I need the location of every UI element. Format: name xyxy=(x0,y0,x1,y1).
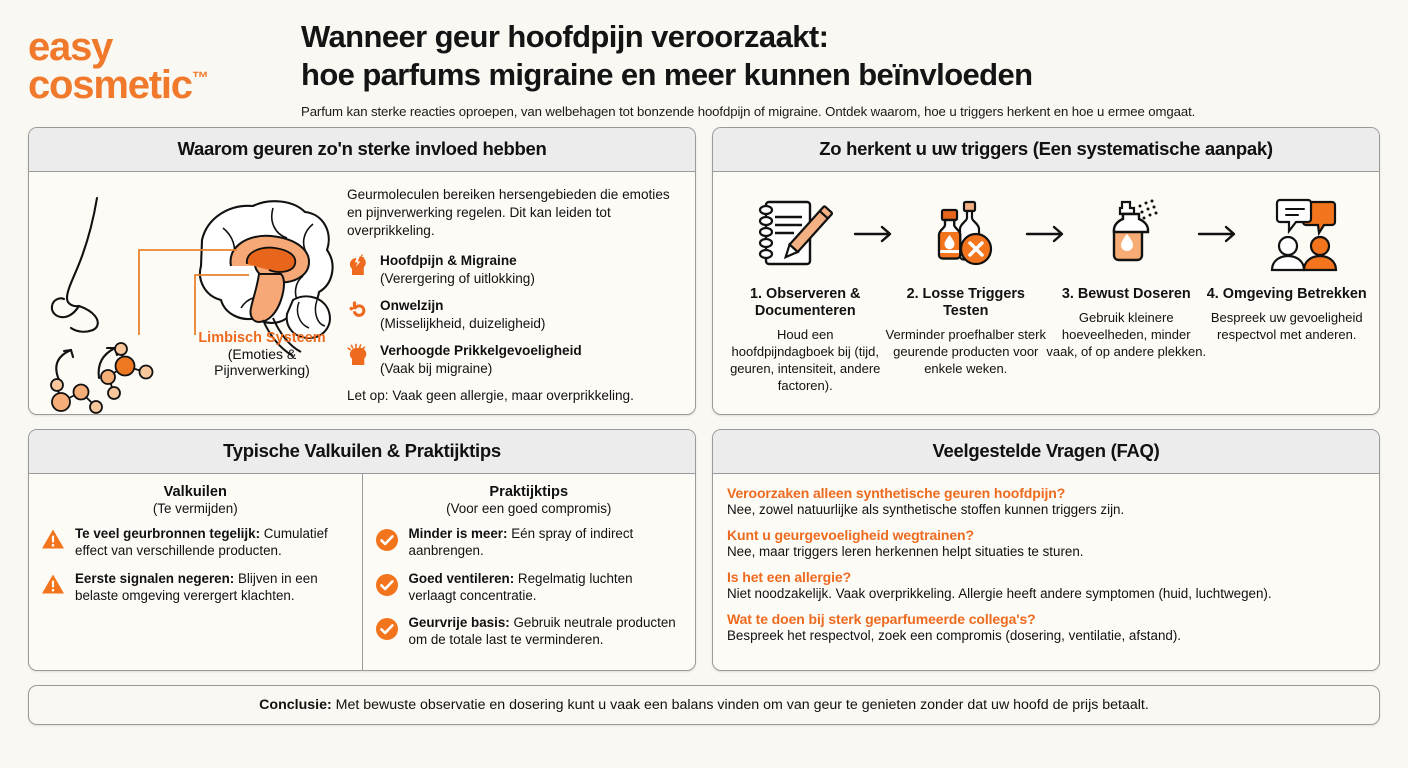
step-desc-3: Gebruik kleinere hoeveelheden, minder vaak, of op andere plekken. xyxy=(1046,310,1207,359)
stomach-icon xyxy=(347,297,371,327)
check-circle-icon xyxy=(375,526,400,557)
tip-item-1 xyxy=(375,526,684,560)
symptom-text-headache xyxy=(380,252,535,288)
brand-logo xyxy=(28,18,293,107)
spray-mist xyxy=(1139,199,1158,219)
faq-answer-1: Nee, zowel natuurlijke als synthetische stoffen kunnen triggers zijn. xyxy=(727,501,1125,517)
symptom-title-headache: Hoofdpijn & Migraine xyxy=(380,252,517,268)
page-header xyxy=(0,0,1408,127)
pitfall-rest-1: Cumulatief effect van verschillende producten. xyxy=(75,525,328,558)
step-column-4 xyxy=(1207,286,1368,395)
person-right xyxy=(1304,237,1336,270)
faq-item-2 xyxy=(727,527,1365,559)
page-subtitle: Parfum kan sterke reacties oproepen, van welbehagen tot bonzende hoofdpijn of migraine. Ontdek waarom, hoe u triggers herkent en hoe u ermee omgaat. xyxy=(301,103,1196,119)
limbic-sub-1: (Emoties & xyxy=(227,345,297,362)
step-text-row xyxy=(723,286,1369,395)
step-icon-3 xyxy=(1073,188,1191,280)
step-desc-4: Bespreek uw gevoeligheid respectvol met anderen. xyxy=(1210,310,1363,343)
tip-text-3 xyxy=(409,615,684,649)
limbic-system-label xyxy=(187,330,337,378)
step-title-3: 3. Bewust Doseren xyxy=(1061,285,1191,302)
step-title-1: 1. Observeren & Documenteren xyxy=(750,285,861,320)
page-title-line-2: hoe parfums migraine en meer kunnen beïnvloeden xyxy=(301,57,1033,93)
nose-icon xyxy=(52,198,98,332)
step-icon-4 xyxy=(1245,188,1363,280)
tips-heading: Praktijktips xyxy=(489,483,569,500)
faq-item-3 xyxy=(727,569,1365,601)
symptom-item-sensitivity xyxy=(347,342,683,378)
panel-why-scents-body xyxy=(29,172,695,414)
front-bottle xyxy=(939,210,960,259)
pitfalls-heading: Valkuilen xyxy=(163,483,227,500)
faq-question-1: Veroorzaken alleen synthetische geuren hoofdpijn? xyxy=(727,484,1066,501)
person-left xyxy=(1272,237,1304,270)
pitfall-item-2 xyxy=(41,571,350,605)
panel-faq xyxy=(712,429,1380,671)
symptom-text-nausea xyxy=(380,297,545,333)
diagram-svg xyxy=(37,180,337,415)
panel-faq-body xyxy=(713,474,1379,670)
panel-trigger-steps-title: Zo herkent u uw triggers (Een systematische aanpak) xyxy=(713,128,1379,172)
faq-question-4: Wat te doen bij sterk geparfumeerde collega's? xyxy=(727,610,1036,627)
symptom-item-nausea xyxy=(347,297,683,333)
logo-line-2-text: cosmetic xyxy=(28,63,192,107)
scent-brain-diagram xyxy=(37,180,337,408)
tip-bold-3: Geurvrije basis: xyxy=(408,615,510,631)
symptom-title-sensitivity: Verhoogde Prikkelgevoeligheid xyxy=(380,342,582,358)
faq-item-1 xyxy=(727,485,1365,517)
symptom-sub-sensitivity: (Vaak bij migraine) xyxy=(380,360,493,376)
faq-answer-3: Niet noodzakelijk. Vaak overprikkeling. Allergie heeft andere symptomen (huid, luchtwegen). xyxy=(727,585,1272,601)
tip-item-2 xyxy=(375,571,684,605)
step-desc-2: Verminder proefhalber sterk geurende producten voor enkele weken. xyxy=(885,327,1046,377)
x-badge xyxy=(961,234,991,264)
spray-bottle-icon xyxy=(1086,188,1178,280)
tips-subheading: (Voor een goed compromis) xyxy=(446,500,612,516)
faq-answer-4: Bespreek het respectvol, zoek een compromis (dosering, ventilatie, afstand). xyxy=(727,627,1182,643)
symptom-item-headache xyxy=(347,252,683,288)
header-text-block xyxy=(293,18,1380,119)
limbic-sub-2: Pijnverwerking) xyxy=(214,361,310,378)
spiral-rings xyxy=(760,206,772,258)
tip-text-2 xyxy=(409,571,684,605)
faq-question-3: Is het een allergie? xyxy=(727,568,852,585)
notebook-pencil-icon xyxy=(742,188,834,280)
pitfall-text-1 xyxy=(75,526,350,560)
faq-item-4 xyxy=(727,611,1365,643)
tip-rest-1: Eén spray of indirect aanbrengen. xyxy=(408,525,634,558)
step-icon-row xyxy=(723,182,1369,286)
symptom-title-nausea: Onwelzijn xyxy=(380,297,444,313)
logo-line-2 xyxy=(28,63,209,107)
page-title-line-1: Wanneer geur hoofdpijn veroorzaakt: xyxy=(301,19,829,54)
faq-question-2: Kunt u geurgevoeligheid wegtrainen? xyxy=(727,526,974,543)
step-column-1 xyxy=(725,286,886,395)
step-icon-1 xyxy=(729,188,847,280)
head-sensitivity-icon xyxy=(347,342,371,372)
panel-pitfalls-tips-body xyxy=(29,474,695,670)
tip-item-3 xyxy=(375,615,684,649)
tip-bold-2: Goed ventileren: xyxy=(408,570,515,586)
pitfall-text-2 xyxy=(75,571,350,605)
scent-intro-text: Geurmoleculen bereiken hersengebieden die emoties en pijnverwerking regelen. Dit kan leiden tot overprikkeling. xyxy=(347,186,670,238)
logo-line-1: easy xyxy=(28,25,113,69)
tip-rest-2: Regelmatig luchten verlaagt concentratie. xyxy=(408,570,633,603)
step-column-3 xyxy=(1046,286,1207,395)
panel-trigger-steps xyxy=(712,127,1380,415)
pitfalls-subheading: (Te vermijden) xyxy=(152,500,238,516)
people-talking-icon xyxy=(1258,188,1350,280)
pitfall-rest-2: Blijven in een belaste omgeving verergert klachten. xyxy=(75,570,318,603)
pitfalls-column xyxy=(29,474,363,670)
check-circle-icon xyxy=(375,615,400,646)
check-circle-icon xyxy=(375,571,400,602)
step-title-4: 4. Omgeving Betrekken xyxy=(1206,285,1367,302)
panel-why-scents xyxy=(28,127,696,415)
arrow-right-icon-2 xyxy=(1023,224,1069,244)
bottles-x-icon xyxy=(914,188,1006,280)
tip-rest-3: Gebruik neutrale producten om de totale last te verminderen. xyxy=(408,615,676,648)
panel-faq-title: Veelgestelde Vragen (FAQ) xyxy=(713,430,1379,474)
pitfall-bold-2: Eerste signalen negeren: xyxy=(75,570,235,586)
conclusion-text: Met bewuste observatie en dosering kunt u vaak een balans vinden om van geur te genieten zonder dat uw hoofd de prijs betaalt. xyxy=(331,696,1149,713)
panel-pitfalls-tips-title: Typische Valkuilen & Praktijktips xyxy=(29,430,695,474)
symptom-sub-nausea: (Misselijkheid, duizeligheid) xyxy=(380,315,546,331)
arrow-right-icon-3 xyxy=(1195,224,1241,244)
conclusion-bar xyxy=(28,685,1380,725)
symptom-sub-headache: (Verergering of uitlokking) xyxy=(380,270,535,286)
tip-bold-1: Minder is meer: xyxy=(408,525,508,541)
step-desc-1: Houd een hoofdpijndagboek bij (tijd, geuren, intensiteit, andere factoren). xyxy=(730,327,881,394)
limbic-title: Limbisch Systeem xyxy=(198,329,326,346)
panel-trigger-steps-body xyxy=(713,172,1379,403)
symptom-text-sensitivity xyxy=(380,342,582,378)
arrow-right-icon-1 xyxy=(851,224,897,244)
tip-text-1 xyxy=(409,526,684,560)
panel-why-scents-title: Waarom geuren zo'n sterke invloed hebben xyxy=(29,128,695,172)
scent-note: Let op: Vaak geen allergie, maar overprikkeling. xyxy=(347,387,634,403)
pitfall-item-1 xyxy=(41,526,350,560)
step-title-2: 2. Losse Triggers Testen xyxy=(906,285,1025,320)
tips-column xyxy=(363,474,696,670)
panel-grid xyxy=(0,127,1408,671)
conclusion-label: Conclusie: xyxy=(259,696,332,713)
white-bubble xyxy=(1277,200,1311,231)
step-icon-2 xyxy=(901,188,1019,280)
panel-why-scents-text xyxy=(347,180,683,408)
warning-triangle-icon xyxy=(41,526,66,555)
symptom-list xyxy=(347,252,683,378)
trademark-symbol: ™ xyxy=(191,68,209,88)
warning-triangle-icon xyxy=(41,571,66,600)
step-column-2 xyxy=(886,286,1047,395)
panel-pitfalls-tips xyxy=(28,429,696,671)
pitfall-bold-1: Te veel geurbronnen tegelijk: xyxy=(75,525,261,541)
head-pain-icon xyxy=(347,252,371,282)
faq-answer-2: Nee, maar triggers leren herkennen helpt situaties te sturen. xyxy=(727,543,1084,559)
